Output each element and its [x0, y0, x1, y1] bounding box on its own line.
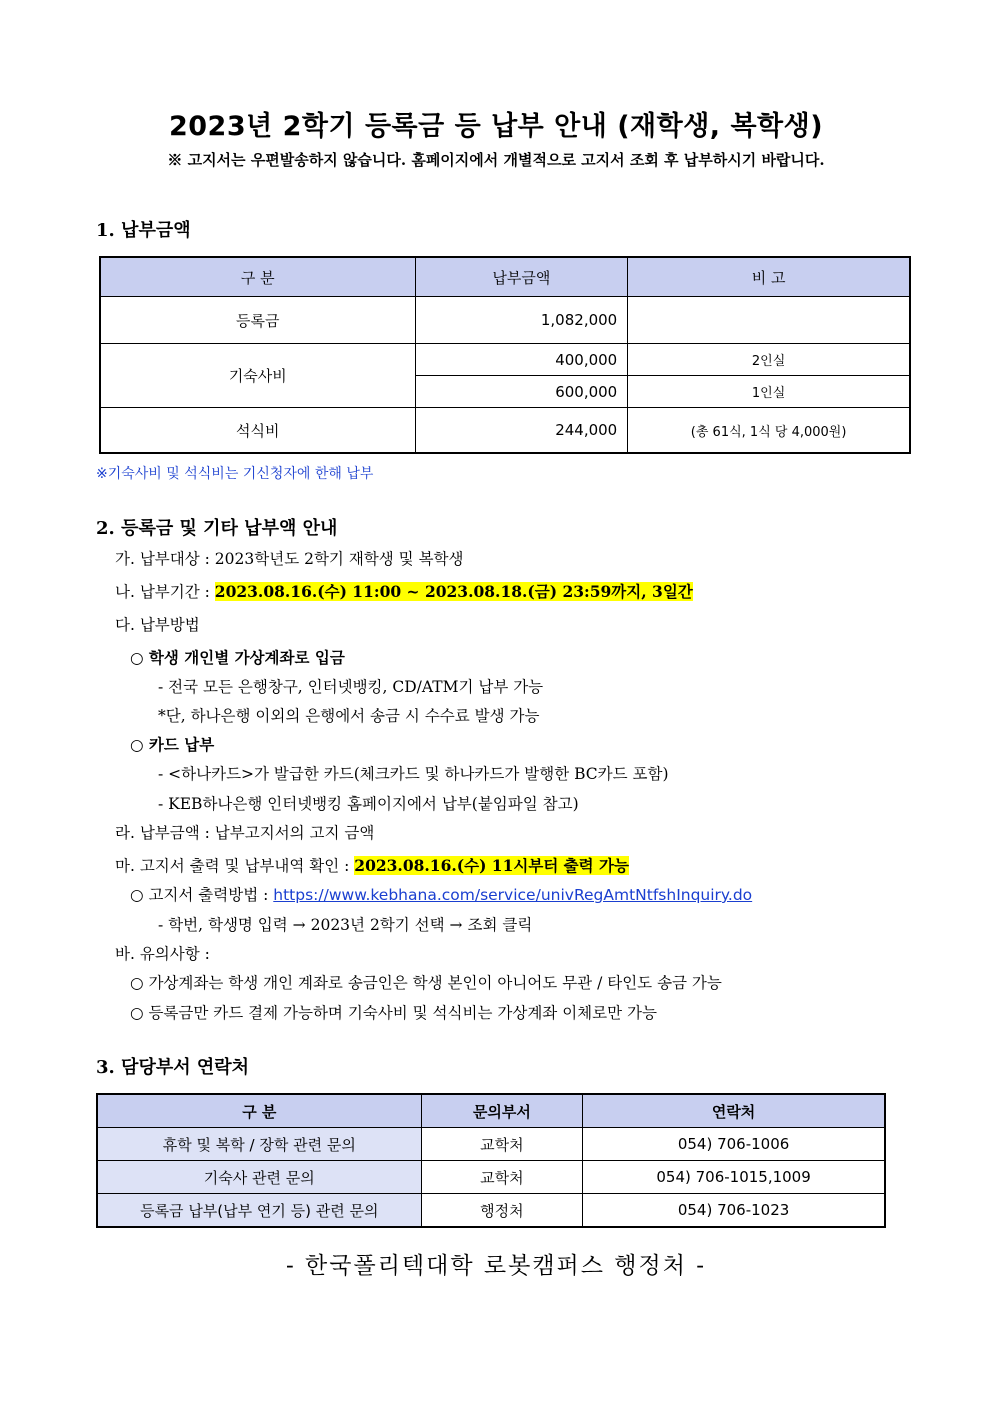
footer-signature: - 한국폴리텍대학 로봇캠퍼스 행정처 - [285, 1253, 707, 1279]
bill-print-label: 마. 고지서 출력 및 납부내역 확인 : [115, 857, 355, 875]
contact-phone: 054) 706-1006 [583, 1128, 885, 1161]
dorm-note-single: 1인실 [628, 376, 910, 408]
header-amount: 납부금액 [415, 257, 628, 297]
payment-period-value: 2023.08.16.(수) 11:00 ~ 2023.08.18.(금) 23:59까지, 3일간 [214, 582, 693, 601]
tuition-label: 등록금 [100, 297, 415, 344]
table-row [100, 408, 910, 454]
bill-print-date: 2023.08.16.(수) 11시부터 출력 가능 [354, 856, 629, 875]
header-category: 구 분 [100, 257, 415, 297]
contact-category: 기숙사 관련 문의 [97, 1161, 421, 1194]
contact-table [96, 1093, 886, 1228]
dorm-amount-single: 600,000 [415, 376, 628, 408]
table-row [100, 344, 910, 376]
payment-target: 가. 납부대상 : 2023학년도 2학기 재학생 및 복학생 [115, 550, 464, 568]
meal-note: (총 61식, 1식 당 4,000원) [628, 408, 910, 454]
bill-print-steps: - 학번, 학생명 입력 → 2023년 2학기 선택 → 조회 클릭 [158, 916, 533, 934]
method-card-banking: - KEB하나은행 인터넷뱅킹 홈페이지에서 납부(붙임파일 참고) [158, 795, 579, 813]
contact-phone: 054) 706-1015,1009 [583, 1161, 885, 1194]
method-virtual-account-detail: - 전국 모든 은행창구, 인터넷뱅킹, CD/ATM기 납부 가능 [158, 678, 544, 696]
caution-item: ○ 등록금만 카드 결제 가능하며 기숙사비 및 석식비는 가상계좌 이체로만 가능 [130, 1004, 657, 1022]
method-card-detail: - <하나카드>가 발급한 카드(체크카드 및 하나카드가 발행한 BC카드 포함) [158, 765, 669, 783]
dorm-label: 기숙사비 [100, 344, 415, 408]
table-row [97, 1161, 885, 1194]
payment-amount-table [99, 256, 911, 454]
header-remarks: 비 고 [628, 257, 910, 297]
bill-print-method-label: ○ 고지서 출력방법 : [130, 886, 274, 904]
bill-print-info [115, 854, 629, 876]
header-contact: 연락처 [583, 1094, 885, 1128]
contact-category: 등록금 납부(납부 연기 등) 관련 문의 [97, 1194, 421, 1228]
payment-period [115, 580, 693, 602]
meal-label: 석식비 [100, 408, 415, 454]
contact-phone: 054) 706-1023 [583, 1194, 885, 1228]
cautions-heading: 바. 유의사항 : [115, 945, 210, 963]
notice-text: ※ 고지서는 우편발송하지 않습니다. 홈페이지에서 개별적으로 고지서 조회 후 납부하시기 바랍니다. [167, 151, 825, 169]
tuition-amount: 1,082,000 [415, 297, 628, 344]
table-row [100, 297, 910, 344]
section2-heading: 2. 등록금 및 기타 납부액 안내 [96, 518, 338, 539]
payment-period-label: 나. 납부기간 : [115, 583, 215, 601]
contact-department: 교학처 [421, 1161, 583, 1194]
bill-print-method [130, 883, 752, 905]
section1-heading: 1. 납부금액 [96, 220, 191, 241]
contact-department: 행정처 [421, 1194, 583, 1228]
table-header-row [97, 1094, 885, 1128]
contact-category: 휴학 및 복학 / 장학 관련 문의 [97, 1128, 421, 1161]
dorm-amount-double: 400,000 [415, 344, 628, 376]
meal-amount: 244,000 [415, 408, 628, 454]
fee-footnote: ※기숙사비 및 석식비는 기신청자에 한해 납부 [96, 466, 374, 482]
payment-amount-info: 라. 납부금액 : 납부고지서의 고지 금액 [115, 824, 375, 842]
bill-print-link[interactable]: https://www.kebhana.com/service/univRegAmtNtfshInquiry.do [273, 886, 753, 904]
dorm-note-double: 2인실 [628, 344, 910, 376]
payment-method-heading: 다. 납부방법 [115, 616, 200, 634]
header-category: 구 분 [97, 1094, 421, 1128]
method-card: ○ 카드 납부 [130, 735, 215, 754]
contact-department: 교학처 [421, 1128, 583, 1161]
method-virtual-account: ○ 학생 개인별 가상계좌로 입금 [130, 648, 345, 667]
table-header-row [100, 257, 910, 297]
method-virtual-account-fee: *단, 하나은행 이외의 은행에서 송금 시 수수료 발생 가능 [158, 707, 540, 725]
header-department: 문의부서 [421, 1094, 583, 1128]
tuition-note [628, 297, 910, 344]
table-row [97, 1194, 885, 1228]
caution-item: ○ 가상계좌는 학생 개인 계좌로 송금인은 학생 본인이 아니어도 무관 / 타인도 송금 가능 [130, 974, 722, 992]
table-row [97, 1128, 885, 1161]
section3-heading: 3. 담당부서 연락처 [96, 1057, 250, 1078]
page-title: 2023년 2학기 등록금 등 납부 안내 (재학생, 복학생) [168, 111, 824, 142]
